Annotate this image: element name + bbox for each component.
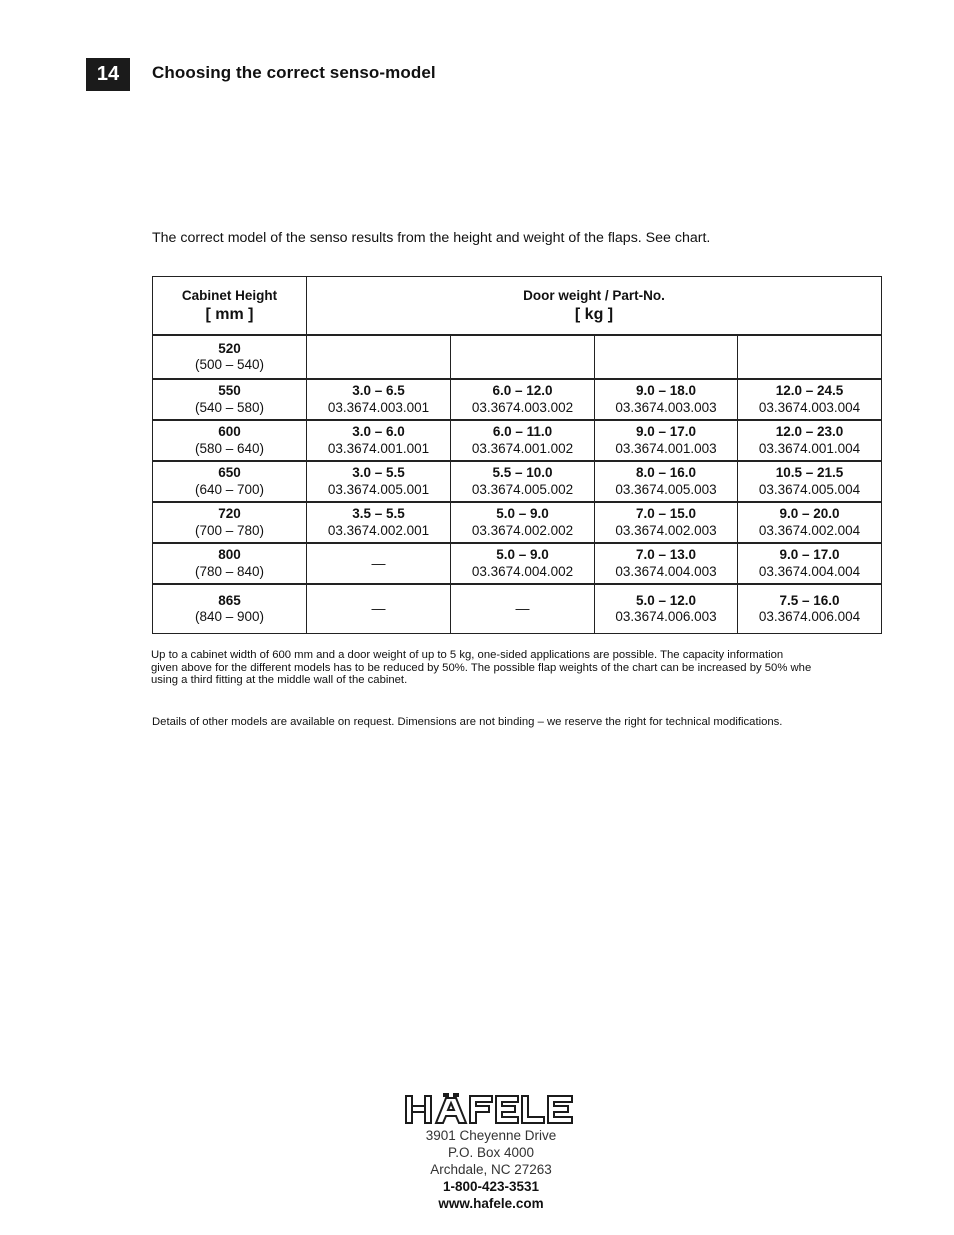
weight-range: 3.0 – 6.0 [352,424,405,439]
weight-range: 9.0 – 17.0 [779,547,840,562]
door-weight-unit: [ kg ] [574,305,614,323]
door-weight-cell [738,543,882,584]
door-weight-cell [738,461,882,502]
door-weight-cell [595,584,738,634]
details-note: Details of other models are available on request. Dimensions are not binding – we reserve the right for technical modifications. [152,716,783,728]
cabinet-height-cell [153,461,307,502]
weight-range: 9.0 – 18.0 [635,383,697,398]
door-weight-cell [451,335,595,379]
cabinet-height-range: (640 – 700) [194,481,265,497]
door-weight-cell [307,543,451,584]
page-title: Choosing the correct senso-model [152,63,436,82]
part-number: 03.3674.004.004 [758,563,861,579]
capacity-note-line: using a third fitting at the middle wall of the cabinet. [151,674,408,686]
cabinet-height-cell [153,420,307,461]
weight-range: 7.0 – 15.0 [635,506,697,521]
door-weight-cell [595,379,738,420]
door-weight-cell [595,502,738,543]
door-weight-cell [307,502,451,543]
part-number: 03.3674.005.004 [758,481,861,497]
address-line: 3901 Cheyenne Drive [425,1128,557,1143]
cabinet-height-title: Cabinet Height [181,288,278,303]
footer-address [391,1127,591,1212]
weight-range: 10.5 – 21.5 [775,465,844,480]
part-number: 03.3674.002.002 [471,522,574,538]
cabinet-height-header [153,277,307,336]
address-line: P.O. Box 4000 [447,1145,535,1160]
part-number: 03.3674.003.001 [327,399,430,415]
cabinet-height-range: (780 – 840) [194,563,265,579]
cabinet-height-cell [153,335,307,379]
door-weight-cell [307,461,451,502]
cabinet-height-cell [153,584,307,634]
weight-range: 5.0 – 9.0 [496,547,549,562]
cabinet-height-value: 865 [218,592,241,608]
weight-range: 5.0 – 12.0 [635,592,697,608]
part-number: 03.3674.004.003 [615,563,717,579]
door-weight-cell [451,543,595,584]
weight-range: 7.5 – 16.0 [779,592,840,608]
door-weight-header [307,277,882,336]
cabinet-height-value: 650 [218,465,241,480]
cabinet-height-cell [153,379,307,420]
phone-number[interactable]: 1-800-423-3531 [442,1179,540,1194]
weight-range: 12.0 – 23.0 [775,424,844,439]
part-number: 03.3674.001.004 [758,440,861,456]
weight-range: 7.0 – 13.0 [635,547,697,562]
part-number: 03.3674.002.003 [615,522,717,538]
table-header-row [153,277,882,336]
door-weight-cell [595,543,738,584]
part-number: 03.3674.006.003 [615,609,717,624]
door-weight-cell [595,461,738,502]
table-row [153,335,882,379]
cabinet-height-unit: [ mm ] [205,305,254,323]
cabinet-height-range: (700 – 780) [194,522,265,538]
cabinet-height-range: (580 – 640) [194,440,265,456]
address-line: Archdale, NC 27263 [430,1162,552,1177]
door-weight-cell [307,584,451,634]
part-number: 03.3674.005.001 [327,481,430,497]
cabinet-height-value: 550 [218,383,241,398]
door-weight-cell [738,584,882,634]
door-weight-cell [738,379,882,420]
door-weight-cell [307,335,451,379]
part-number: 03.3674.001.003 [615,440,717,456]
door-weight-cell [451,461,595,502]
door-weight-cell [595,420,738,461]
door-weight-cell [738,335,882,379]
senso-model-table [152,276,882,634]
door-weight-cell [738,420,882,461]
cabinet-height-range: (540 – 580) [194,399,265,415]
page-number-badge: 14 [86,58,130,91]
part-number: 03.3674.003.002 [471,399,574,415]
table-row [153,420,882,461]
weight-range: 3.0 – 6.5 [352,383,405,398]
weight-range: 9.0 – 20.0 [779,506,840,521]
door-weight-title: Door weight / Part-No. [523,288,665,303]
part-number: 03.3674.004.002 [471,563,574,579]
door-weight-cell [451,379,595,420]
part-number: 03.3674.001.001 [327,440,430,456]
door-weight-cell [451,584,595,634]
part-number: 03.3674.005.003 [615,481,717,497]
website-link[interactable]: www.hafele.com [438,1196,544,1211]
cabinet-height-range: (500 – 540) [194,357,265,372]
hafele-logo [404,1093,576,1126]
part-number: 03.3674.005.002 [471,481,574,497]
table-row [153,461,882,502]
cabinet-height-value: 720 [218,506,241,521]
weight-range: 9.0 – 17.0 [635,424,697,439]
not-available-dash: — [371,600,386,617]
part-number: 03.3674.001.002 [471,440,574,456]
table-row [153,379,882,420]
cabinet-height-range: (840 – 900) [194,609,265,624]
weight-range: 12.0 – 24.5 [775,383,844,398]
intro-text: The correct model of the senso results from the height and weight of the flaps. See chart. [152,230,711,246]
table-row [153,543,882,584]
part-number: 03.3674.003.004 [758,399,861,415]
weight-range: 8.0 – 16.0 [635,465,697,480]
part-number: 03.3674.006.004 [758,609,861,624]
not-available-dash: — [515,600,530,617]
table-row [153,584,882,634]
part-number: 03.3674.003.003 [615,399,717,415]
door-weight-cell [738,502,882,543]
capacity-note-line: Up to a cabinet width of 600 mm and a door weight of up to 5 kg, one-sided applications are possible. The capacity information [151,649,784,661]
weight-range: 5.5 – 10.0 [492,465,553,480]
door-weight-cell [451,502,595,543]
weight-range: 3.0 – 5.5 [352,465,405,480]
weight-range: 6.0 – 11.0 [492,424,553,439]
cabinet-height-value: 520 [218,340,241,356]
part-number: 03.3674.002.004 [758,522,861,538]
not-available-dash: — [371,554,386,571]
capacity-note [151,649,896,687]
part-number: 03.3674.002.001 [327,522,430,538]
cabinet-height-value: 800 [218,547,241,562]
door-weight-cell [307,420,451,461]
cabinet-height-value: 600 [218,424,241,439]
weight-range: 5.0 – 9.0 [496,506,549,521]
cabinet-height-cell [153,543,307,584]
door-weight-cell [595,335,738,379]
weight-range: 6.0 – 12.0 [492,383,553,398]
door-weight-cell [307,379,451,420]
door-weight-cell [451,420,595,461]
table-row [153,502,882,543]
capacity-note-line: given above for the different models has to be reduced by 50%. The possible flap weights of the chart can be increased by 50% whe [151,661,812,674]
weight-range: 3.5 – 5.5 [352,506,405,521]
cabinet-height-cell [153,502,307,543]
